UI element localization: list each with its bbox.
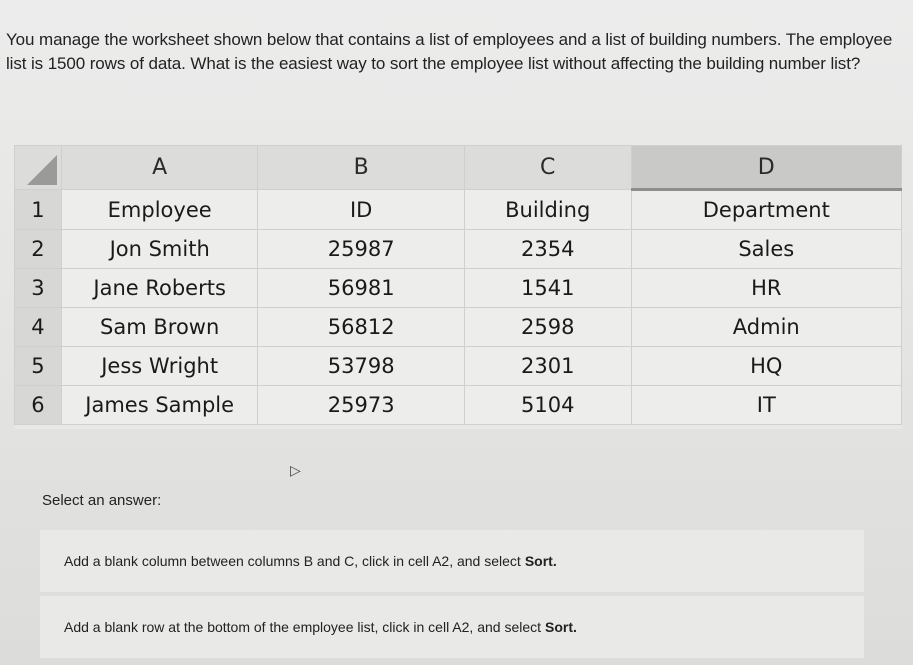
mouse-pointer-icon: ▷: [290, 462, 301, 478]
column-header-row: [15, 146, 902, 190]
column-header-c[interactable]: C: [464, 146, 631, 190]
table-row: [15, 347, 902, 386]
cell-b4[interactable]: 56812: [258, 308, 464, 347]
cell-c2[interactable]: 2354: [464, 230, 631, 269]
question-text: You manage the worksheet shown below that contains a list of employees and a list of building numbers. The employee list is 1500 rows of data. What is the easiest way to sort the employee list without affecting the building number list?: [6, 30, 893, 73]
cell-c5[interactable]: 2301: [464, 347, 631, 386]
cell-d5[interactable]: HQ: [631, 347, 901, 386]
cell-c4[interactable]: 2598: [464, 308, 631, 347]
answer-option-bold: Sort.: [545, 619, 577, 635]
table-row: [15, 190, 902, 230]
cell-b5[interactable]: 53798: [258, 347, 464, 386]
spreadsheet-grid: [14, 145, 902, 425]
answer-option-text: Add a blank column between columns B and C, click in cell A2, and select: [64, 553, 521, 569]
cell-d6[interactable]: IT: [631, 386, 901, 425]
cell-a5[interactable]: Jess Wright: [61, 347, 258, 386]
select-all-triangle-icon: [27, 155, 57, 185]
cell-a3[interactable]: Jane Roberts: [61, 269, 258, 308]
row-header[interactable]: 5: [15, 347, 62, 386]
cell-a4[interactable]: Sam Brown: [61, 308, 258, 347]
cell-c3[interactable]: 1541: [464, 269, 631, 308]
cell-c1[interactable]: Building: [464, 190, 631, 230]
cell-b1[interactable]: ID: [258, 190, 464, 230]
cell-b2[interactable]: 25987: [258, 230, 464, 269]
table-row: [15, 269, 902, 308]
table-row: [15, 308, 902, 347]
table-row: [15, 230, 902, 269]
cell-d4[interactable]: Admin: [631, 308, 901, 347]
spreadsheet: [14, 145, 902, 429]
cell-a6[interactable]: James Sample: [61, 386, 258, 425]
cell-a2[interactable]: Jon Smith: [61, 230, 258, 269]
answer-option-1[interactable]: [40, 530, 864, 592]
select-answer-label: Select an answer:: [42, 492, 162, 509]
answer-option-2[interactable]: [40, 596, 864, 658]
column-header-b[interactable]: B: [258, 146, 464, 190]
cell-d1[interactable]: Department: [631, 190, 901, 230]
row-header[interactable]: 4: [15, 308, 62, 347]
answer-option-bold: Sort.: [524, 553, 557, 569]
select-all-button[interactable]: [15, 146, 62, 190]
table-row: [15, 386, 902, 425]
cell-b6[interactable]: 25973: [258, 386, 464, 425]
cell-a1[interactable]: Employee: [61, 190, 258, 230]
cell-c6[interactable]: 5104: [464, 386, 631, 425]
cell-d3[interactable]: HR: [631, 269, 901, 308]
cell-b3[interactable]: 56981: [258, 269, 464, 308]
cell-d2[interactable]: Sales: [631, 230, 901, 269]
column-header-a[interactable]: A: [61, 146, 258, 190]
row-header[interactable]: 3: [15, 269, 62, 308]
answer-option-text: Add a blank row at the bottom of the employee list, click in cell A2, and select: [64, 619, 542, 635]
row-header[interactable]: 1: [15, 190, 62, 230]
row-header[interactable]: 2: [15, 230, 62, 269]
row-header[interactable]: 6: [15, 386, 62, 425]
column-header-d[interactable]: D: [631, 146, 901, 190]
